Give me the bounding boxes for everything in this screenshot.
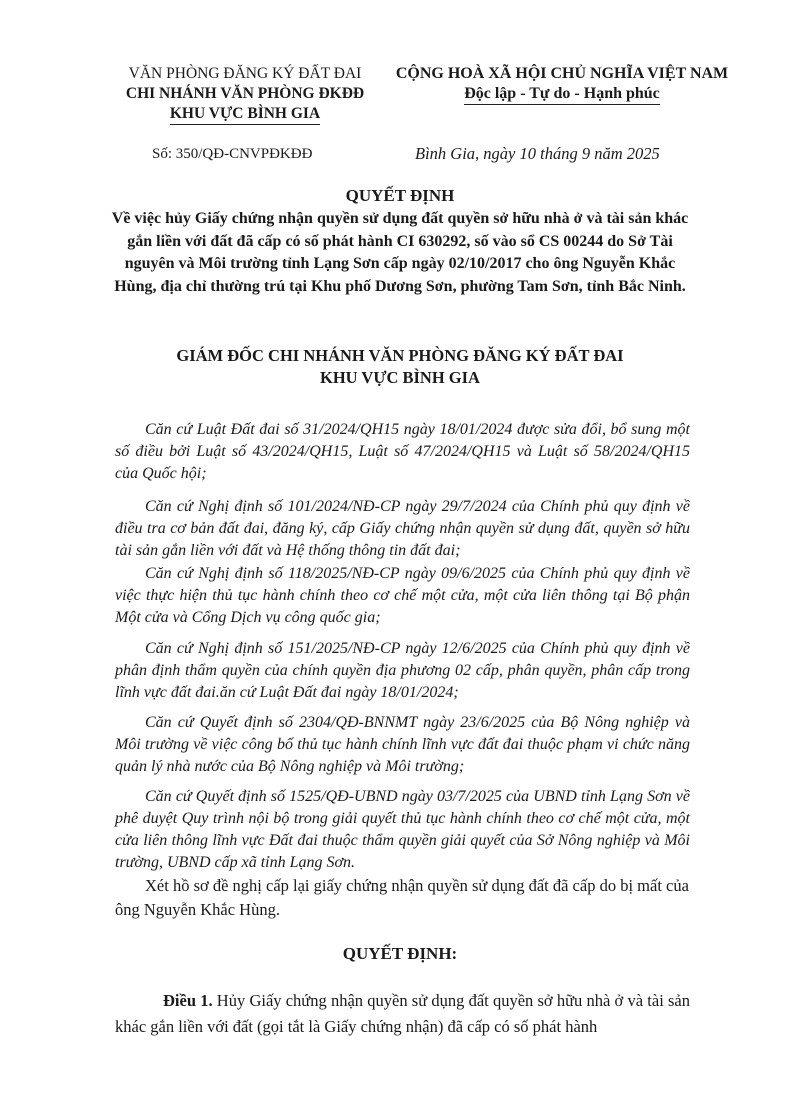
document-subject: Về việc hủy Giấy chứng nhận quyền sử dụng đất quyền sở hữu nhà ở và tài sản khác gắn liền với đất đã cấp có số phát hành CI 630292, số vào sổ CS 00244 do Sở Tài nguyên và Môi trường tỉnh Lạng Sơn cấp ngày 02/10/2017 cho ông Nguyễn Khắc Hùng, địa chỉ thường trú tại Khu phố Dương Sơn, phường Tam Sơn, tỉnh Bắc Ninh. [111,210,689,295]
authority-line-1: GIÁM ĐỐC CHI NHÁNH VĂN PHÒNG ĐĂNG KÝ ĐẤT ĐAI [176,346,624,365]
issuing-organization [95,64,395,125]
nation-motto: Độc lập - Tự do - Hạnh phúc [464,84,660,105]
national-header [372,64,752,105]
org-line-3: KHU VỰC BÌNH GIA [170,104,320,125]
document-date: Bình Gia, ngày 10 tháng 9 năm 2025 [415,144,660,163]
legal-basis-6: Căn cứ Quyết định số 1525/QĐ-UBND ngày 03/7/2025 của UBND tỉnh Lạng Sơn về phê duyệt Quy trình nội bộ trong giải quyết thủ tục hành chính theo cơ chế một cửa, một cửa liên thông lĩnh vực Đất đai thuộc thẩm quyền giải quyết của Sở Nông nghiệp và Môi trường, UBND cấp xã tỉnh Lạng Sơn. [115,788,690,871]
legal-basis-5: Căn cứ Quyết định số 2304/QĐ-BNNMT ngày 23/6/2025 của Bộ Nông nghiệp và Môi trường về việc công bố thủ tục hành chính lĩnh vực đất đai thuộc phạm vi chức năng quản lý nhà nước của Bộ Nông nghiệp và Môi trường; [115,714,690,775]
decision-heading: QUYẾT ĐỊNH: [342,944,458,963]
article-1-text: Hủy Giấy chứng nhận quyền sử dụng đất quyền sở hữu nhà ở và tài sản khác gắn liền với đất (gọi tắt là Giấy chứng nhận) đã cấp có số phát hành [115,991,690,1036]
nation-title: CỘNG HOÀ XÃ HỘI CHỦ NGHĨA VIỆT NAM [395,65,729,82]
article-1-label: Điều 1. [163,991,213,1010]
legal-basis-4: Căn cứ Nghị định số 151/2025/NĐ-CP ngày 12/6/2025 của Chính phủ quy định về phân định thẩm quyền của chính quyền địa phương 02 cấp, phân quyền, phân cấp trong lĩnh vực đất đai.ăn cứ Luật Đất đai ngày 18/01/2024; [115,640,690,701]
org-line-1: VĂN PHÒNG ĐĂNG KÝ ĐẤT ĐAI [128,65,362,82]
org-line-2: CHI NHÁNH VĂN PHÒNG ĐKĐĐ [125,85,365,102]
authority-line-2: KHU VỰC BÌNH GIA [320,368,480,387]
consideration-paragraph: Xét hồ sơ đề nghị cấp lại giấy chứng nhận quyền sử dụng đất đã cấp do bị mất của ông Nguyễn Khắc Hùng. [115,876,689,919]
legal-basis-3: Căn cứ Nghị định số 118/2025/NĐ-CP ngày 09/6/2025 của Chính phủ quy định về việc thực hiện thủ tục hành chính theo cơ chế một cửa, một cửa liên thông tại Bộ phận Một cửa và Cổng Dịch vụ công quốc gia; [115,565,690,626]
article-1 [115,988,690,1040]
document-title: QUYẾT ĐỊNH [345,186,455,205]
issuing-authority [100,345,700,389]
legal-basis-1: Căn cứ Luật Đất đai số 31/2024/QH15 ngày 18/01/2024 được sửa đổi, bổ sung một số điều bởi Luật số 43/2024/QH15, Luật số 47/2024/QH15 và Luật số 58/2024/QH15 của Quốc hội; [115,421,690,482]
document-number: Số: 350/QĐ-CNVPĐKĐĐ [152,146,313,162]
legal-basis-2: Căn cứ Nghị định số 101/2024/NĐ-CP ngày 29/7/2024 của Chính phủ quy định về điều tra cơ bản đất đai, đăng ký, cấp Giấy chứng nhận quyền sử dụng đất, quyền sở hữu tài sản gắn liền với đất và Hệ thống thông tin đất đai; [115,498,690,559]
